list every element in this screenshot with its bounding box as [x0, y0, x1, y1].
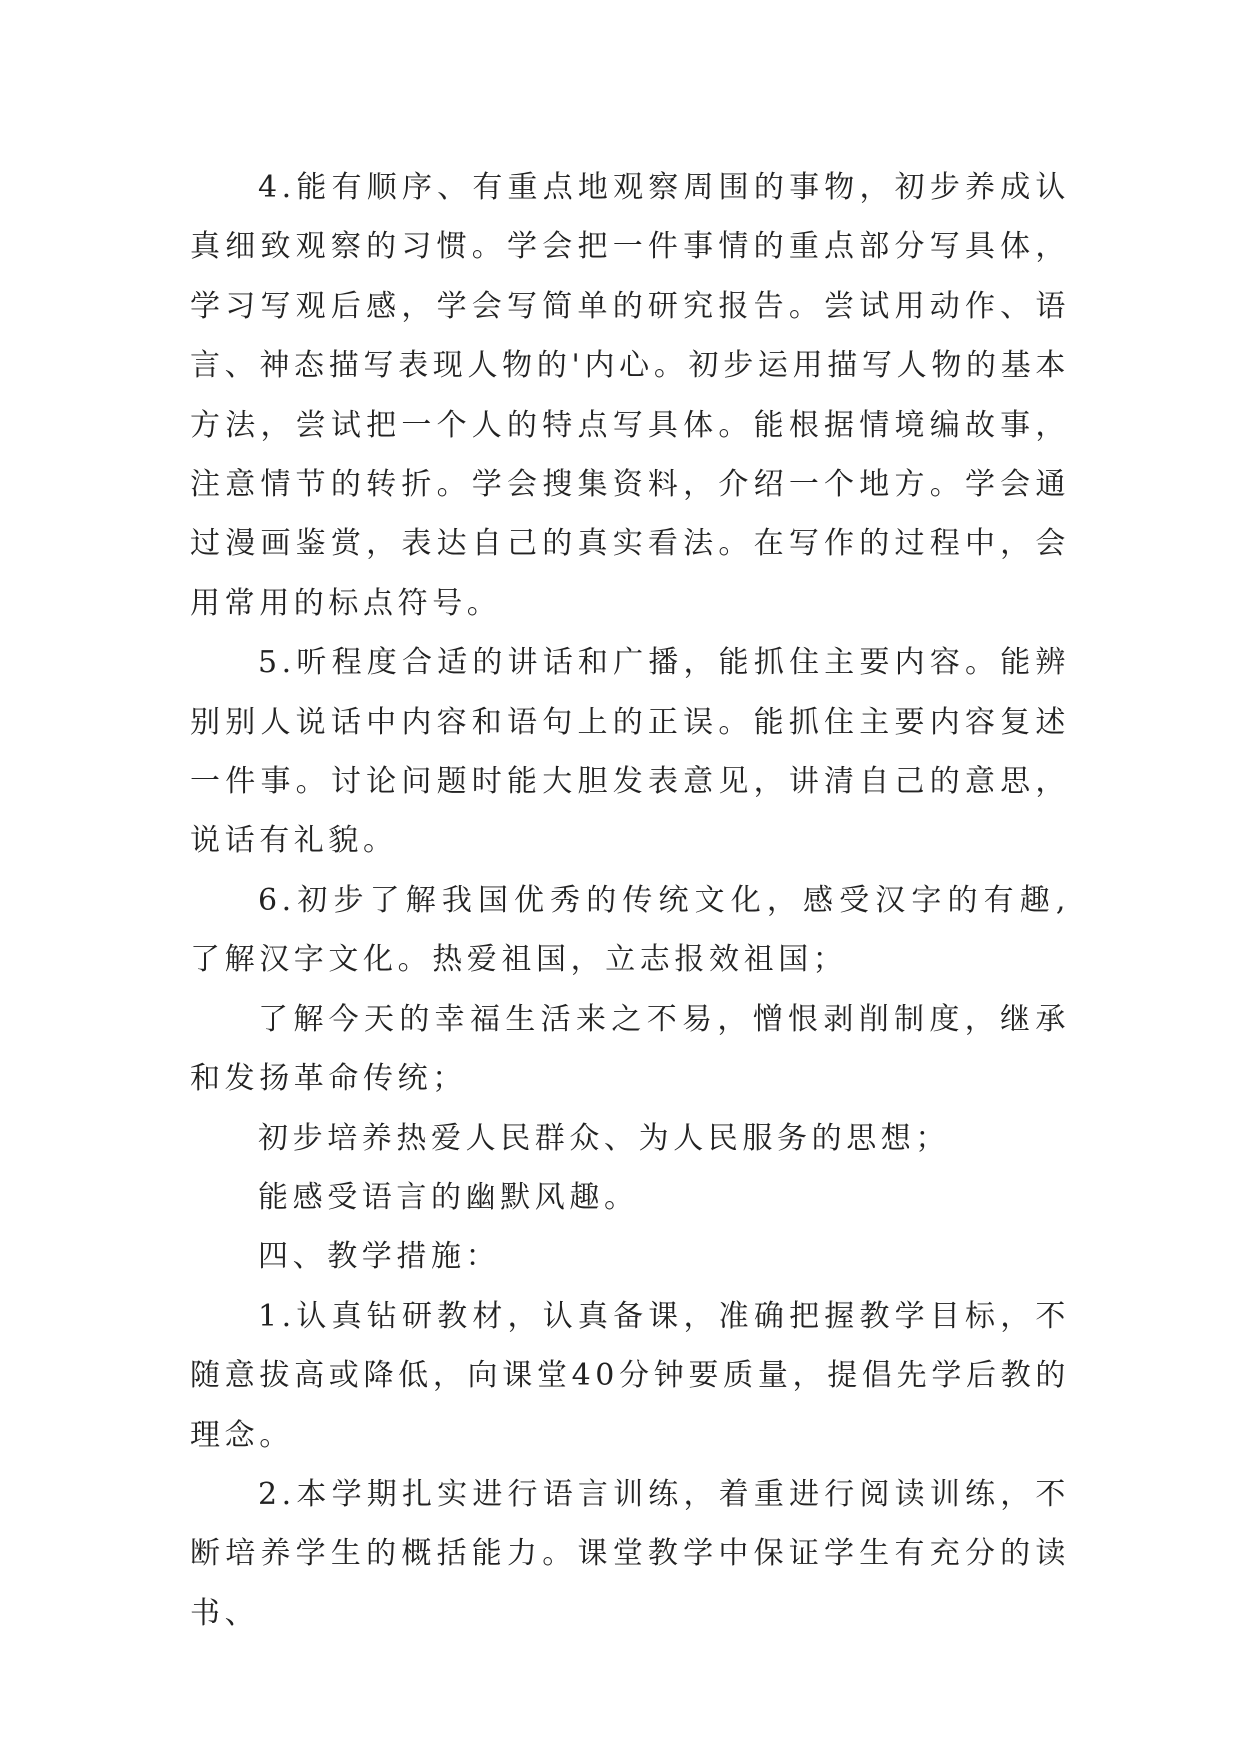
paragraph-goal-6-humor: 能感受语言的幽默风趣。 [258, 1179, 639, 1215]
paragraph-goal-6-tradition: 了解今天的幸福生活来之不易，憎恨剥削制度，继承和发扬革命传统； [190, 1001, 1070, 1097]
paragraph-measure-1: 1.认真钻研教材，认真备课，准确把握教学目标，不随意拔高或降低，向课堂40分钟要质量，提倡先学后教的理念。 [190, 1298, 1070, 1453]
paragraph-measure-2: 2.本学期扎实进行语言训练，着重进行阅读训练，不断培养学生的概括能力。课堂教学中保证学生有充分的读书、 [190, 1476, 1070, 1631]
paragraph-goal-4: 4.能有顺序、有重点地观察周围的事物，初步养成认真细致观察的习惯。学会把一件事情的重点部分写具体，学习写观后感，学会写简单的研究报告。尝试用动作、语言、神态描写表现人物的'内心。初步运用描写人物的基本方法，尝试把一个人的特点写具体。能根据情境编故事，注意情节的转折。学会搜集资料，介绍一个地方。学会通过漫画鉴赏，表达自己的真实看法。在写作的过程中，会用常用的标点符号。 [190, 170, 1070, 621]
paragraph-goal-6-service: 初步培养热爱人民群众、为人民服务的思想； [258, 1120, 950, 1156]
section-heading-measures: 四、教学措施： [258, 1239, 501, 1275]
paragraph-goal-6: 6.初步了解我国优秀的传统文化，感受汉字的有趣,了解汉字文化。热爱祖国，立志报效祖国； [190, 882, 1070, 978]
paragraph-goal-5: 5.听程度合适的讲话和广播，能抓住主要内容。能辨别别人说话中内容和语句上的正误。能抓住主要内容复述一件事。讨论问题时能大胆发表意见，讲清自己的意思，说话有礼貌。 [190, 645, 1070, 859]
document-body [190, 158, 1070, 1643]
